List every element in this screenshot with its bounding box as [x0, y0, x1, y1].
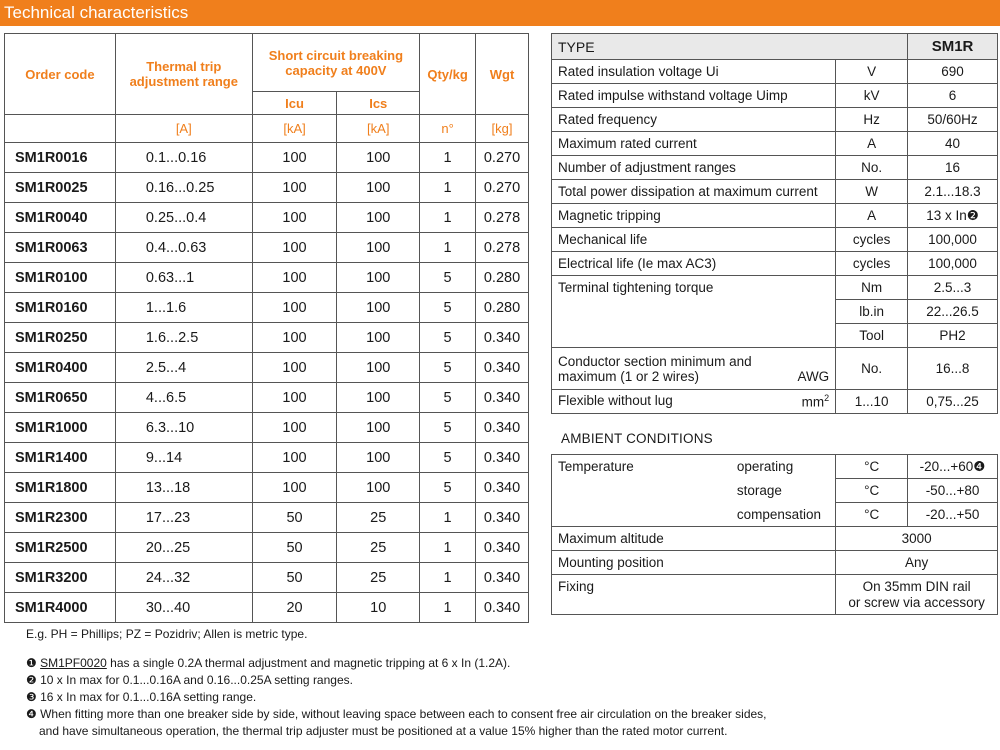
- table-row: [5, 593, 529, 623]
- qty-cell: 5: [420, 383, 476, 413]
- spec-row: [552, 108, 998, 132]
- order-code-cell: SM1R0025: [5, 173, 116, 203]
- spec-label: Mechanical life: [552, 228, 836, 252]
- table-row: [5, 323, 529, 353]
- range-cell: 1.6...2.5: [115, 323, 252, 353]
- icu-cell: 100: [252, 143, 337, 173]
- wgt-cell: 0.340: [476, 413, 529, 443]
- table-row: [5, 503, 529, 533]
- range-cell: 0.4...0.63: [115, 233, 252, 263]
- header-order-code: Order code: [5, 34, 116, 115]
- torque-unit: Nm: [836, 276, 908, 300]
- torque-unit: Tool: [836, 324, 908, 348]
- note-1-link[interactable]: SM1PF0020: [40, 656, 107, 670]
- qty-cell: 5: [420, 323, 476, 353]
- note-1-mark: ❶: [26, 656, 37, 670]
- ics-cell: 100: [337, 263, 420, 293]
- spec-value: 13 x In❷: [908, 204, 998, 228]
- order-code-cell: SM1R4000: [5, 593, 116, 623]
- header-wgt: Wgt: [476, 34, 529, 115]
- order-code-cell: SM1R0016: [5, 143, 116, 173]
- unit-icu: [kA]: [252, 115, 337, 143]
- order-code-cell: SM1R3200: [5, 563, 116, 593]
- order-code-cell: SM1R1800: [5, 473, 116, 503]
- flexible-value: 0,75...25: [908, 390, 998, 414]
- order-code-cell: SM1R0250: [5, 323, 116, 353]
- order-code-cell: SM1R0040: [5, 203, 116, 233]
- temp-unit: °C: [836, 455, 908, 479]
- temp-unit: °C: [836, 503, 908, 527]
- wgt-cell: 0.340: [476, 473, 529, 503]
- qty-cell: 5: [420, 263, 476, 293]
- spec-unit: V: [836, 60, 908, 84]
- header-qty: Qty/kg: [420, 34, 476, 115]
- qty-cell: 5: [420, 443, 476, 473]
- range-cell: 0.1...0.16: [115, 143, 252, 173]
- ics-cell: 100: [337, 473, 420, 503]
- wgt-cell: 0.340: [476, 563, 529, 593]
- range-cell: 0.16...0.25: [115, 173, 252, 203]
- qty-cell: 1: [420, 503, 476, 533]
- flexible-label: Flexible without lug: [558, 393, 673, 409]
- ics-cell: 25: [337, 503, 420, 533]
- section-header: [0, 0, 1000, 26]
- spec-value: 6: [908, 84, 998, 108]
- ics-cell: 100: [337, 233, 420, 263]
- range-cell: 0.63...1: [115, 263, 252, 293]
- unit-wgt: [kg]: [476, 115, 529, 143]
- temp-value: -20...+50: [908, 503, 998, 527]
- ics-cell: 100: [337, 173, 420, 203]
- ics-cell: 100: [337, 293, 420, 323]
- spec-row: [552, 204, 998, 228]
- icu-cell: 100: [252, 173, 337, 203]
- wgt-cell: 0.270: [476, 143, 529, 173]
- icu-cell: 20: [252, 593, 337, 623]
- qty-cell: 1: [420, 233, 476, 263]
- range-cell: 30...40: [115, 593, 252, 623]
- wgt-cell: 0.340: [476, 383, 529, 413]
- note-4-line2: and have simultaneous operation, the thermal trip adjuster must be positioned at a value 15% higher than the rated motor current.: [39, 724, 728, 738]
- spec-label: Magnetic tripping: [552, 204, 836, 228]
- footnotes: [26, 626, 986, 740]
- spec-label: Rated impulse withstand voltage Uimp: [552, 84, 836, 108]
- torque-unit: lb.in: [836, 300, 908, 324]
- table-row: [5, 383, 529, 413]
- header-icu: Icu: [252, 92, 337, 115]
- torque-value: 2.5...3: [908, 276, 998, 300]
- icu-cell: 100: [252, 383, 337, 413]
- table-row: [5, 413, 529, 443]
- torque-value: 22...26.5: [908, 300, 998, 324]
- qty-cell: 5: [420, 293, 476, 323]
- order-code-cell: SM1R0063: [5, 233, 116, 263]
- table-row: [5, 293, 529, 323]
- icu-cell: 100: [252, 353, 337, 383]
- spec-label: Rated insulation voltage Ui: [552, 60, 836, 84]
- type-specs-table: [551, 33, 998, 414]
- order-code-cell: SM1R0400: [5, 353, 116, 383]
- wgt-cell: 0.340: [476, 593, 529, 623]
- qty-cell: 1: [420, 143, 476, 173]
- wgt-cell: 0.340: [476, 443, 529, 473]
- spec-row: [552, 180, 998, 204]
- mounting-value: Any: [836, 551, 998, 575]
- conductor-label: [552, 348, 836, 390]
- qty-cell: 5: [420, 413, 476, 443]
- ambient-table: [551, 454, 998, 615]
- note-3: ❸ 16 x In max for 0.1...0.16A setting range.: [26, 690, 257, 704]
- conductor-value: 16...8: [908, 348, 998, 390]
- header-ics: Ics: [337, 92, 420, 115]
- spec-value: 690: [908, 60, 998, 84]
- order-code-cell: SM1R0100: [5, 263, 116, 293]
- order-codes-table: [4, 33, 529, 623]
- ics-cell: 100: [337, 413, 420, 443]
- spec-value: 16: [908, 156, 998, 180]
- icu-cell: 100: [252, 203, 337, 233]
- spec-value: 2.1...18.3: [908, 180, 998, 204]
- icu-cell: 100: [252, 473, 337, 503]
- temperature-label: Temperature: [552, 455, 731, 527]
- ics-cell: 100: [337, 323, 420, 353]
- qty-cell: 1: [420, 203, 476, 233]
- conductor-label-line2: maximum (1 or 2 wires): [558, 368, 700, 384]
- temp-mode: compensation: [731, 503, 836, 527]
- qty-cell: 1: [420, 593, 476, 623]
- order-code-cell: SM1R1000: [5, 413, 116, 443]
- fixing-value: [836, 575, 998, 615]
- wgt-cell: 0.340: [476, 503, 529, 533]
- unit-ics: [kA]: [337, 115, 420, 143]
- table-row: [5, 353, 529, 383]
- wgt-cell: 0.278: [476, 203, 529, 233]
- icu-cell: 100: [252, 443, 337, 473]
- spec-row: [552, 228, 998, 252]
- spec-unit: Hz: [836, 108, 908, 132]
- altitude-label: Maximum altitude: [552, 527, 836, 551]
- unit-qty: n°: [420, 115, 476, 143]
- table-row: [5, 203, 529, 233]
- note-1: [26, 655, 986, 672]
- range-cell: 6.3...10: [115, 413, 252, 443]
- spec-unit: A: [836, 132, 908, 156]
- wgt-cell: 0.340: [476, 323, 529, 353]
- spec-label: Electrical life (Ie max AC3): [552, 252, 836, 276]
- spec-unit: A: [836, 204, 908, 228]
- spec-row: [552, 252, 998, 276]
- range-cell: 1...1.6: [115, 293, 252, 323]
- icu-cell: 100: [252, 263, 337, 293]
- conductor-label-line1: Conductor section minimum and: [558, 353, 752, 369]
- spec-row: [552, 156, 998, 180]
- ics-cell: 100: [337, 203, 420, 233]
- header-thermal-trip: Thermal trip adjustment range: [115, 34, 252, 115]
- wgt-cell: 0.340: [476, 353, 529, 383]
- table-row: [5, 263, 529, 293]
- unit-range: [A]: [115, 115, 252, 143]
- table-row: [5, 143, 529, 173]
- temp-unit: °C: [836, 479, 908, 503]
- spec-value: 40: [908, 132, 998, 156]
- ics-cell: 100: [337, 353, 420, 383]
- conductor-unit: No.: [836, 348, 908, 390]
- flexible-sub-sup: 2: [824, 393, 830, 404]
- table-row: [5, 233, 529, 263]
- fixing-label: Fixing: [552, 575, 836, 615]
- icu-cell: 100: [252, 233, 337, 263]
- table-row: [5, 533, 529, 563]
- table-row: [5, 473, 529, 503]
- torque-value: PH2: [908, 324, 998, 348]
- spec-unit: cycles: [836, 228, 908, 252]
- spec-label: Number of adjustment ranges: [552, 156, 836, 180]
- ics-cell: 25: [337, 563, 420, 593]
- qty-cell: 1: [420, 533, 476, 563]
- icu-cell: 50: [252, 533, 337, 563]
- ics-cell: 100: [337, 443, 420, 473]
- spec-label: Rated frequency: [552, 108, 836, 132]
- spec-row: [552, 60, 998, 84]
- conductor-sub: AWG: [797, 368, 830, 384]
- icu-cell: 100: [252, 293, 337, 323]
- order-code-cell: SM1R2300: [5, 503, 116, 533]
- type-label: TYPE: [552, 34, 908, 60]
- torque-label: Terminal tightening torque: [552, 276, 836, 348]
- range-cell: 4...6.5: [115, 383, 252, 413]
- spec-row: [552, 84, 998, 108]
- range-cell: 9...14: [115, 443, 252, 473]
- icu-cell: 50: [252, 563, 337, 593]
- order-code-cell: SM1R1400: [5, 443, 116, 473]
- section-title: Technical characteristics: [4, 3, 189, 22]
- icu-cell: 100: [252, 413, 337, 443]
- qty-cell: 1: [420, 563, 476, 593]
- mounting-label: Mounting position: [552, 551, 836, 575]
- range-cell: 24...32: [115, 563, 252, 593]
- temp-value: -20...+60❹: [908, 455, 998, 479]
- spec-value: 100,000: [908, 252, 998, 276]
- ics-cell: 25: [337, 533, 420, 563]
- table-row: [5, 443, 529, 473]
- header-short-circuit: Short circuit breaking capacity at 400V: [252, 34, 419, 92]
- range-cell: 13...18: [115, 473, 252, 503]
- order-code-cell: SM1R0650: [5, 383, 116, 413]
- qty-cell: 1: [420, 173, 476, 203]
- flexible-label-cell: [552, 390, 836, 414]
- wgt-cell: 0.340: [476, 533, 529, 563]
- ambient-title: AMBIENT CONDITIONS: [561, 431, 713, 446]
- fixing-value-line1: On 35mm DIN rail: [862, 578, 971, 594]
- spec-unit: kV: [836, 84, 908, 108]
- order-code-cell: SM1R2500: [5, 533, 116, 563]
- range-cell: 0.25...0.4: [115, 203, 252, 233]
- spec-unit: cycles: [836, 252, 908, 276]
- table-row: [5, 173, 529, 203]
- altitude-value: 3000: [836, 527, 998, 551]
- range-cell: 2.5...4: [115, 353, 252, 383]
- note-2: ❷ 10 x In max for 0.1...0.16A and 0.16...0.25A setting ranges.: [26, 673, 353, 687]
- type-model: SM1R: [908, 34, 998, 60]
- ics-cell: 100: [337, 143, 420, 173]
- icu-cell: 100: [252, 323, 337, 353]
- spec-value: 50/60Hz: [908, 108, 998, 132]
- wgt-cell: 0.270: [476, 173, 529, 203]
- spec-label: Total power dissipation at maximum current: [552, 180, 836, 204]
- temp-mode: storage: [731, 479, 836, 503]
- wgt-cell: 0.280: [476, 263, 529, 293]
- ics-cell: 100: [337, 383, 420, 413]
- icu-cell: 50: [252, 503, 337, 533]
- temp-mode: operating: [731, 455, 836, 479]
- spec-row: [552, 132, 998, 156]
- table-row: [5, 563, 529, 593]
- fixing-value-line2: or screw via accessory: [848, 594, 985, 610]
- qty-cell: 5: [420, 473, 476, 503]
- spec-unit: W: [836, 180, 908, 204]
- spec-unit: No.: [836, 156, 908, 180]
- spec-label: Maximum rated current: [552, 132, 836, 156]
- ics-cell: 10: [337, 593, 420, 623]
- qty-cell: 5: [420, 353, 476, 383]
- note-1-text: has a single 0.2A thermal adjustment and magnetic tripping at 6 x In (1.2A).: [106, 656, 511, 670]
- order-code-cell: SM1R0160: [5, 293, 116, 323]
- range-cell: 17...23: [115, 503, 252, 533]
- spec-value: 100,000: [908, 228, 998, 252]
- flexible-unit: 1...10: [836, 390, 908, 414]
- unit-order-code-empty: [5, 115, 116, 143]
- wgt-cell: 0.280: [476, 293, 529, 323]
- wgt-cell: 0.278: [476, 233, 529, 263]
- temp-value: -50...+80: [908, 479, 998, 503]
- note-4-line1: ❹ When fitting more than one breaker side by side, without leaving space between each to consent free air circulation on the breaker sides,: [26, 707, 767, 721]
- flexible-sub: mm: [801, 394, 825, 410]
- range-cell: 20...25: [115, 533, 252, 563]
- note-eg: E.g. PH = Phillips; PZ = Pozidriv; Allen is metric type.: [26, 627, 308, 641]
